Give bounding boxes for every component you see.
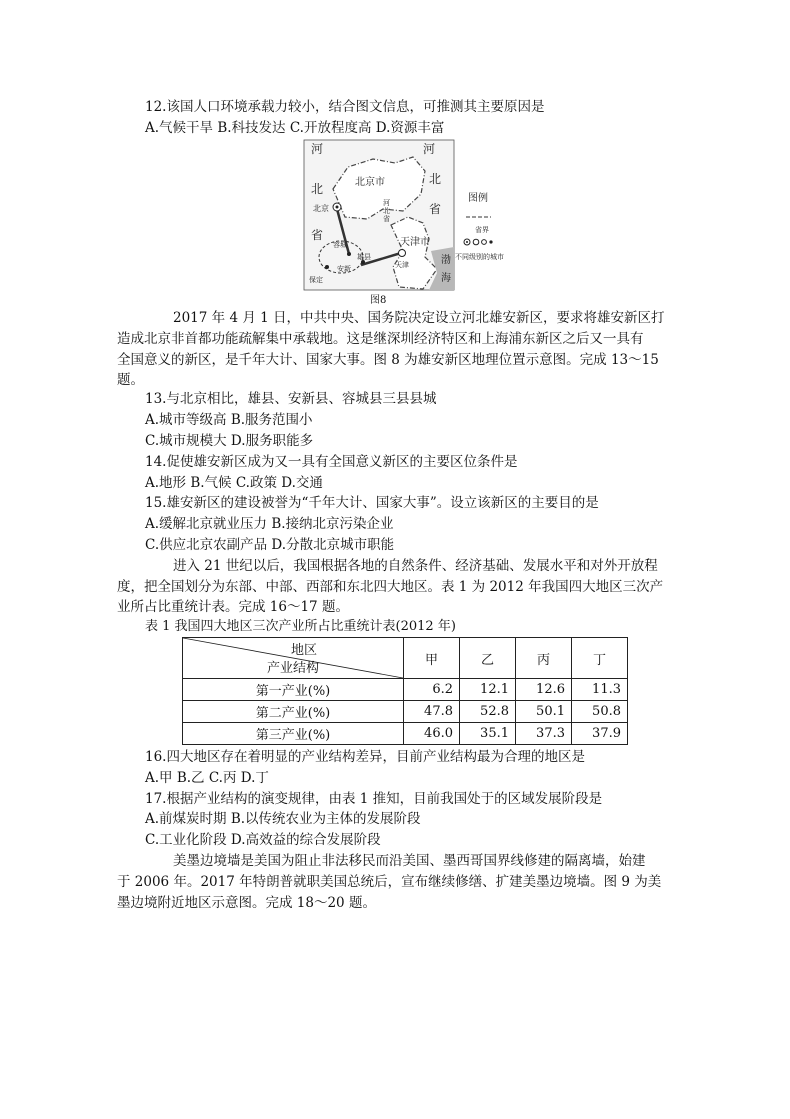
table-row (183, 701, 628, 723)
passage-wall-line-2: 于 2006 年。2017 年特朗普就职美国总统后，宣布继续修缮、扩建美墨边境墙。图 9 为美 (117, 874, 662, 890)
svg-text:保定: 保定 (309, 276, 323, 284)
q12-stem: 12.该国人口环境承载力较小，结合图文信息，可推测其主要原因是 (145, 99, 545, 115)
svg-text:省: 省 (383, 215, 390, 223)
table-corner-cell (183, 638, 404, 679)
passage-regions-line-2: 度，把全国划分为东部、中部、西部和东北四大地区。表 1 为 2012 年我国四大地区三次产 (117, 579, 664, 595)
svg-text:河: 河 (383, 199, 390, 207)
table-cell: 12.1 (460, 679, 516, 701)
column-header: 丙 (516, 638, 572, 679)
table-cell: 37.9 (572, 723, 628, 745)
table-caption: 表 1 我国四大地区三次产业所占比重统计表(2012 年) (145, 619, 456, 634)
passage-wall-line-1: 美墨边境墙是美国为阻止非法移民而沿美国、墨西哥国界线修建的隔离墙，始建 (173, 853, 646, 869)
q16-stem: 16.四大地区存在着明显的产业结构差异，目前产业结构最为合理的地区是 (145, 749, 585, 765)
table-cell: 46.0 (404, 723, 460, 745)
table-header-row (183, 638, 628, 679)
row-label: 第二产业(%) (183, 701, 404, 723)
svg-text:河: 河 (311, 142, 324, 156)
corner-label-region: 地区 (290, 643, 317, 658)
passage-xiongan-line-4: 题。 (117, 372, 144, 388)
q15-options-1: A.缓解北京就业压力 B.接纳北京污染企业 (145, 516, 394, 532)
column-header: 甲 (404, 638, 460, 679)
q13-stem: 13.与北京相比，雄县、安新县、容城县三县县城 (145, 391, 437, 407)
svg-text:北: 北 (429, 172, 442, 186)
svg-text:省: 省 (311, 228, 324, 242)
q17-stem: 17.根据产业结构的演变规律，由表 1 推知，目前我国处于的区域发展阶段是 (145, 791, 603, 807)
passage-wall-line-3: 墨边境附近地区示意图。完成 18～20 题。 (117, 895, 376, 911)
passage-regions-line-3: 业所占比重统计表。完成 16～17 题。 (117, 599, 349, 615)
svg-text:不同级别的城市: 不同级别的城市 (455, 253, 504, 261)
table-cell: 37.3 (516, 723, 572, 745)
table-cell: 47.8 (404, 701, 460, 723)
svg-text:天津市: 天津市 (400, 237, 430, 248)
passage-regions-line-1: 进入 21 世纪以后，我国根据各地的自然条件、经济基础、发展水平和对外开放程 (173, 558, 658, 574)
table-cell: 35.1 (460, 723, 516, 745)
q13-options-1: A.城市等级高 B.服务范围小 (145, 412, 313, 428)
svg-text:容城: 容城 (333, 241, 347, 249)
svg-text:北京: 北京 (313, 204, 329, 213)
passage-xiongan-line-2: 造成北京非首都功能疏解集中承载地。这是继深圳经济特区和上海浦东新区之后又一具有 (117, 331, 644, 347)
table-row (183, 679, 628, 701)
row-label: 第一产业(%) (183, 679, 404, 701)
q14-stem: 14.促使雄安新区成为又一具有全国意义新区的主要区位条件是 (145, 454, 518, 470)
table-cell: 6.2 (404, 679, 460, 701)
industry-structure-table (182, 637, 628, 745)
svg-text:省界: 省界 (475, 226, 489, 234)
svg-text:渤: 渤 (441, 255, 451, 266)
svg-text:北京市: 北京市 (355, 177, 385, 188)
svg-text:省: 省 (429, 202, 442, 216)
passage-xiongan-line-3: 全国意义的新区，是千年大计、国家大事。图 8 为雄安新区地理位置示意图。完成 13～15 (117, 352, 659, 368)
q17-options-1: A.前煤炭时期 B.以传统农业为主体的发展阶段 (145, 811, 421, 827)
svg-text:海: 海 (441, 273, 451, 284)
table-cell: 50.8 (572, 701, 628, 723)
q13-options-2: C.城市规模大 D.服务职能多 (145, 433, 314, 449)
q16-options: A.甲 B.乙 C.丙 D.丁 (145, 770, 269, 786)
table-cell: 11.3 (572, 679, 628, 701)
q14-options: A.地形 B.气候 C.政策 D.交通 (145, 475, 323, 491)
svg-text:天津: 天津 (395, 261, 409, 269)
svg-text:北: 北 (311, 182, 324, 196)
q15-options-2: C.供应北京农副产品 D.分散北京城市职能 (145, 537, 395, 553)
table-cell: 52.8 (460, 701, 516, 723)
svg-text:图例: 图例 (468, 193, 488, 204)
row-label: 第三产业(%) (183, 723, 404, 745)
table-cell: 12.6 (516, 679, 572, 701)
q15-stem: 15.雄安新区的建设被誉为“千年大计、国家大事”。设立该新区的主要目的是 (145, 495, 599, 511)
xiongan-location-map (303, 139, 523, 301)
svg-text:雄县: 雄县 (357, 253, 371, 261)
column-header: 乙 (460, 638, 516, 679)
q12-options: A.气候干旱 B.科技发达 C.开放程度高 D.资源丰富 (145, 120, 445, 136)
map-caption: 图8 (370, 295, 387, 306)
svg-text:北: 北 (383, 207, 390, 215)
svg-text:安新: 安新 (337, 265, 351, 273)
corner-label-structure: 产业结构 (267, 661, 320, 676)
q17-options-2: C.工业化阶段 D.高效益的综合发展阶段 (145, 832, 381, 848)
svg-text:河: 河 (423, 142, 436, 156)
column-header: 丁 (572, 638, 628, 679)
table-row (183, 723, 628, 745)
passage-xiongan-line-1: 2017 年 4 月 1 日，中共中央、国务院决定设立河北雄安新区，要求将雄安新区打 (173, 310, 665, 326)
table-cell: 50.1 (516, 701, 572, 723)
